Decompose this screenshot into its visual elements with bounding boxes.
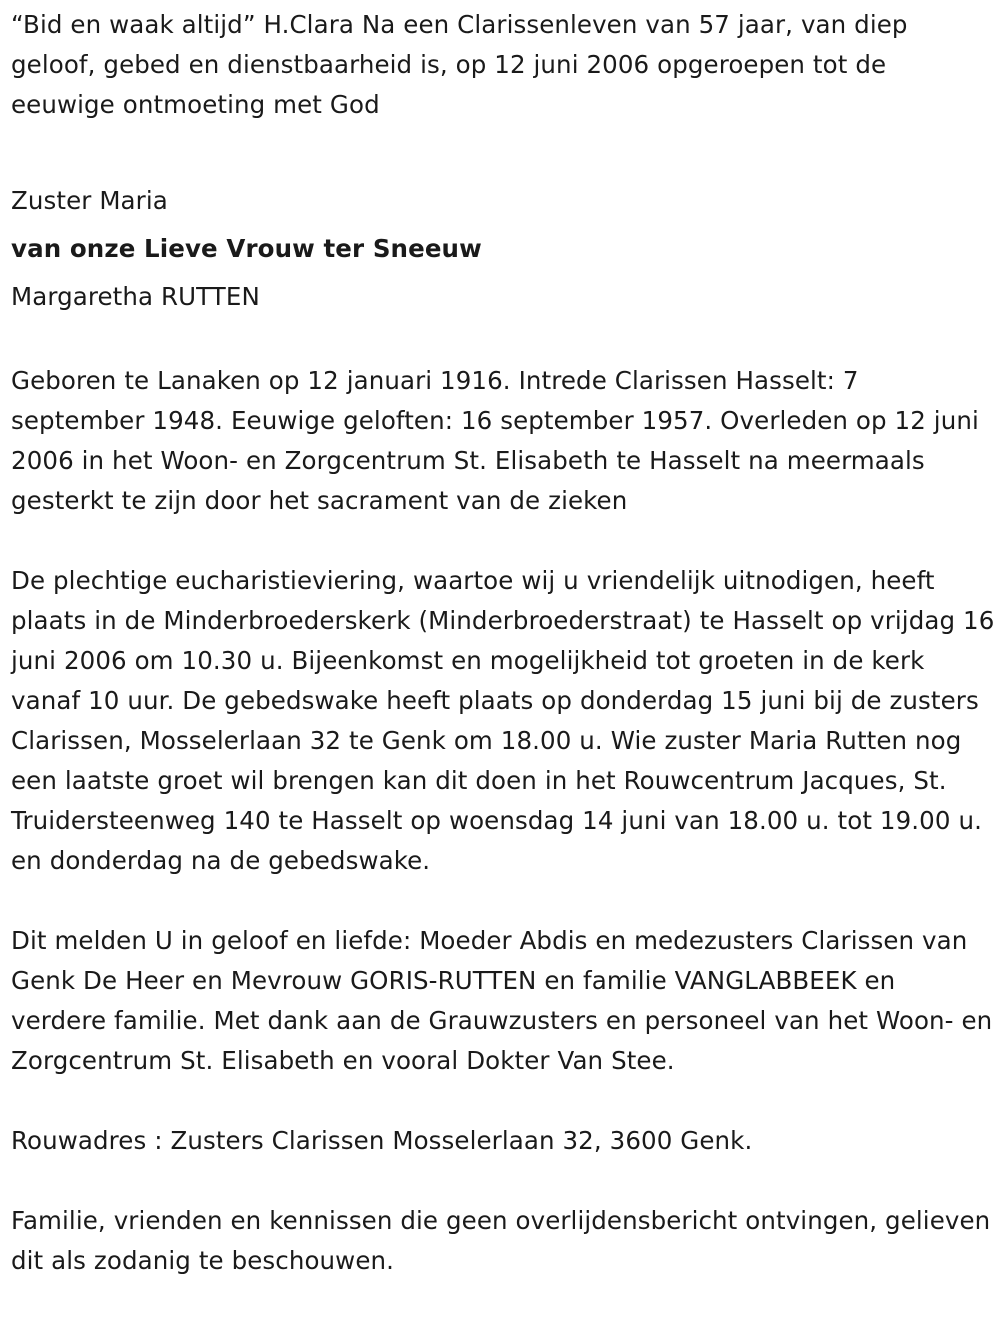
ceremony-paragraph: De plechtige eucharistieviering, waartoe wij u vriendelijk uitnodigen, heeft plaats in de Minderbroederskerk (Minderbroederstraat) te Hasselt op vrijdag 16 juni 2006 om 10.30 u. Bijeenkomst en mogelijkheid tot groeten in de kerk vanaf 10 uur. De gebedswake heeft plaats op donderdag 15 juni bij de zusters Clarissen, Mosselerlaan 32 te Genk om 18.00 u. Wie zuster Maria Rutten nog een laatste groet wil brengen kan dit doen in het Rouwcentrum Jacques, St. Truidersteenweg 140 te Hasselt op woensdag 14 juni van 18.00 u. tot 19.00 u. en donderdag na de gebedswake. (11, 566, 995, 875)
name-line-2: van onze Lieve Vrouw ter Sneeuw (11, 234, 482, 263)
address-paragraph: Rouwadres : Zusters Clarissen Mosselerlaan 32, 3600 Genk. (11, 1126, 753, 1155)
announcement-paragraph: Dit melden U in geloof en liefde: Moeder Abdis en medezusters Clarissen van Genk De Heer en Mevrouw GORIS-RUTTEN en familie VANGLABBEEK en verdere familie. Met dank aan de Grauwzusters en personeel van het Woon- en Zorgcentrum St. Elisabeth en vooral Dokter Van Stee. (11, 926, 993, 1075)
closing-paragraph: Familie, vrienden en kennissen die geen overlijdensbericht ontvingen, gelieven dit als zodanig te beschouwen. (11, 1206, 991, 1275)
name-line-3: Margaretha RUTTEN (11, 282, 260, 311)
obituary-notice (11, 5, 996, 1281)
intro-paragraph: “Bid en waak altijd” H.Clara Na een Clarissenleven van 57 jaar, van diep geloof, gebed en dienstbaarheid is, op 12 juni 2006 opgeroepen tot de eeuwige ontmoeting met God (11, 10, 908, 119)
birth-info-paragraph: Geboren te Lanaken op 12 januari 1916. Intrede Clarissen Hasselt: 7 september 1948. Eeuwige geloften: 16 september 1957. Overleden op 12 juni 2006 in het Woon- en Zorgcentrum St. Elisabeth te Hasselt na meermaals gesterkt te zijn door het sacrament van de zieken (11, 366, 979, 515)
name-line-1: Zuster Maria (11, 186, 168, 215)
